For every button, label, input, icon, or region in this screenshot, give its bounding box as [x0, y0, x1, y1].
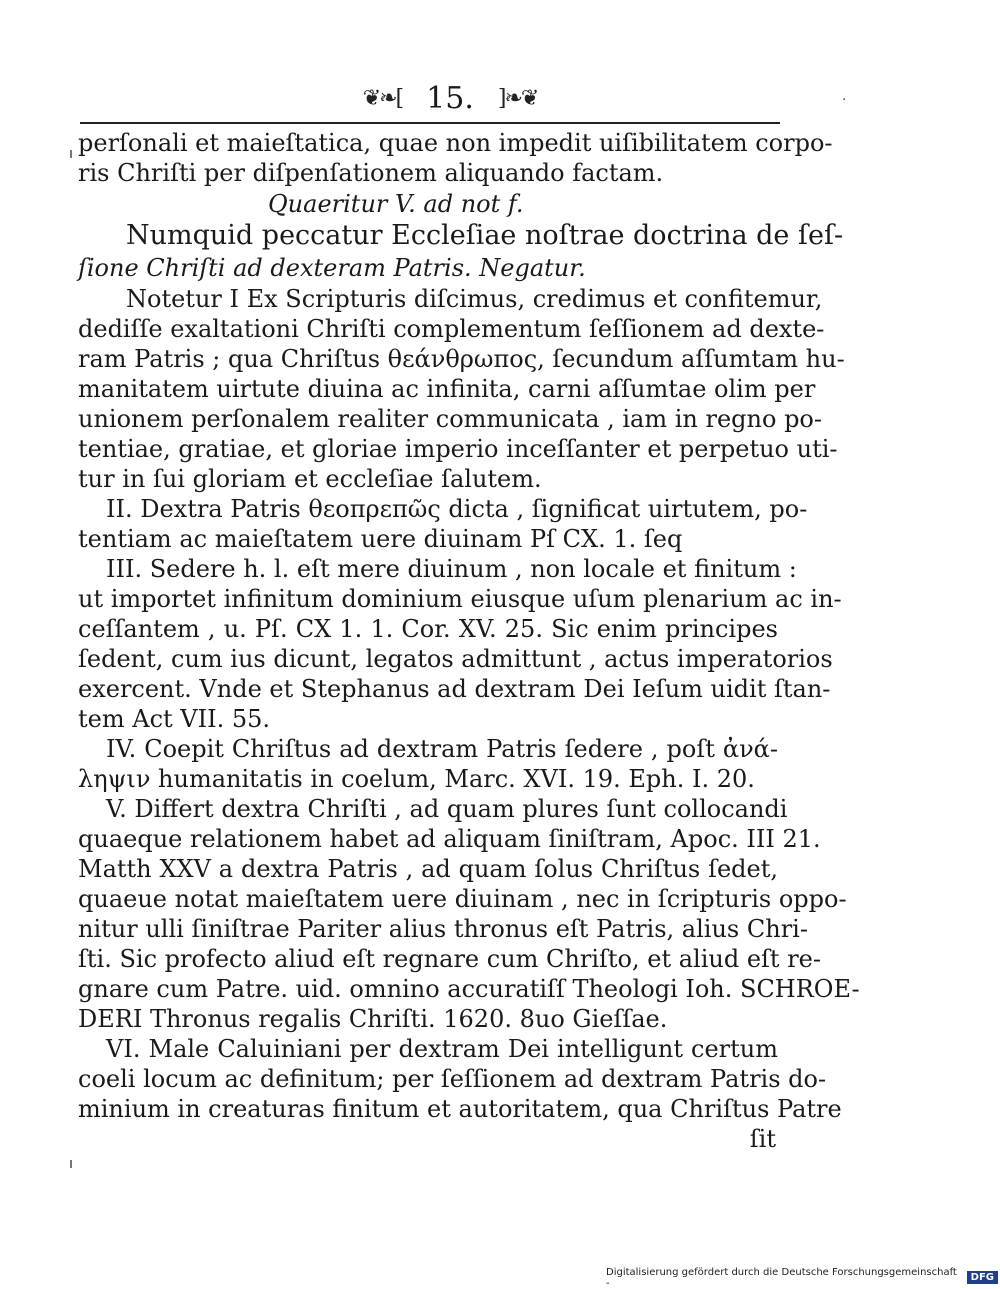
- text-line: tem Act VII. 55.: [78, 705, 270, 733]
- text-line: ceſſantem , u. Pſ. CX 1. 1. Cor. XV. 25. Sic enim principes: [78, 615, 778, 643]
- text-line: exercent. Vnde et Stephanus ad dextram Dei Ieſum uidit ſtan-: [78, 675, 831, 703]
- text-line: DERI Thronus regalis Chriſti. 1620. 8uo Gieſſae.: [78, 1005, 668, 1033]
- text-line: quaeue notat maieſtatem uere diuinam , nec in ſcripturis oppo-: [78, 885, 847, 913]
- header-rule: [80, 122, 780, 124]
- text-line: ris Chriſti per diſpenſationem aliquando factam.: [78, 159, 664, 187]
- running-head: [300, 78, 600, 118]
- body-text: [78, 128, 860, 1154]
- text-line: tentiam ac maieſtatem uere diuinam Pſ CX. 1. ſeq: [78, 525, 683, 553]
- catchword: ſit: [749, 1125, 776, 1153]
- text-line: IV. Coepit Chriſtus ad dextram Patris ſedere , poſt ἀνά-: [106, 735, 778, 763]
- text-line: gnare cum Patre. uid. omnino accuratiſſ Theologi Ioh. SCHROE-: [78, 975, 860, 1003]
- text-line: manitatem uirtute diuina ac infinita, carni aſſumtae olim per: [78, 375, 816, 403]
- text-line: perſonali et maieſtatica, quae non impedit uiſibilitatem corpo-: [78, 129, 833, 157]
- question-title: Numquid peccatur Eccleſiae noſtrae doctrina de ſeſ-: [126, 220, 844, 251]
- text-line: Notetur I Ex Scripturis diſcimus, credimus et confitemur,: [126, 285, 823, 313]
- margin-speck: ·: [842, 92, 847, 108]
- text-line: VI. Male Caluiniani per dextram Dei intelligunt certum: [106, 1035, 778, 1063]
- text-line: quaeque relationem habet ad aliquam ſiniſtram, Apoc. III 21.: [78, 825, 821, 853]
- text-line: coeli locum ac definitum; per ſeſſionem ad dextram Patris do-: [78, 1065, 827, 1093]
- question-title: ſione Chriſti ad dexteram Patris. Negatur.: [78, 254, 586, 282]
- ornament-right: ]❧❦: [497, 85, 538, 111]
- text-line: ληψιν humanitatis in coelum, Marc. XVI. 19. Eph. I. 20.: [78, 765, 755, 793]
- ornament-left: ❦❧[: [362, 85, 403, 111]
- margin-tick: [70, 1160, 72, 1168]
- text-line: tentiae, gratiae, et gloriae imperio inceſſanter et perpetuo uti-: [78, 435, 838, 463]
- text-line: III. Sedere h. l. eſt mere diuinum , non locale et finitum :: [106, 555, 797, 583]
- credit-text: Digitalisierung gefördert durch die Deutsche Forschungsgemeinschaft -: [606, 1266, 957, 1289]
- text-line: dediſſe exaltationi Chriſti complementum ſeſſionem ad dexte-: [78, 315, 825, 343]
- text-line: ut importet infinitum dominium eiusque uſum plenarium ac in-: [78, 585, 842, 613]
- text-line: tur in ſui gloriam et eccleſiae ſalutem.: [78, 465, 542, 493]
- dfg-logo: DFG: [967, 1271, 998, 1284]
- page-number: 15.: [426, 80, 474, 116]
- text-line: V. Differt dextra Chriſti , ad quam plures ſunt collocandi: [106, 795, 788, 823]
- section-heading: Quaeritur V. ad not f.: [268, 190, 524, 218]
- text-line: ſti. Sic profecto aliud eſt regnare cum Chriſto, et aliud eſt re-: [78, 945, 821, 973]
- text-line: ſedent, cum ius dicunt, legatos admittunt , actus imperatorios: [78, 645, 833, 673]
- text-line: unionem perſonalem realiter communicata , iam in regno po-: [78, 405, 822, 433]
- text-line: II. Dextra Patris θεοπρεπῶς dicta , ſignificat uirtutem, po-: [106, 495, 808, 523]
- text-line: nitur ulli ſiniſtrae Pariter alius thronus eſt Patris, alius Chri-: [78, 915, 808, 943]
- text-line: minium in creaturas finitum et autoritatem, qua Chriſtus Patre: [78, 1095, 842, 1123]
- text-line: Matth XXV a dextra Patris , ad quam ſolus Chriſtus ſedet,: [78, 855, 778, 883]
- text-line: ram Patris ; qua Chriſtus θεάνθρωπος, ſecundum aſſumtam hu-: [78, 345, 845, 373]
- margin-tick: [70, 150, 72, 158]
- digitization-credit: [606, 1268, 1000, 1287]
